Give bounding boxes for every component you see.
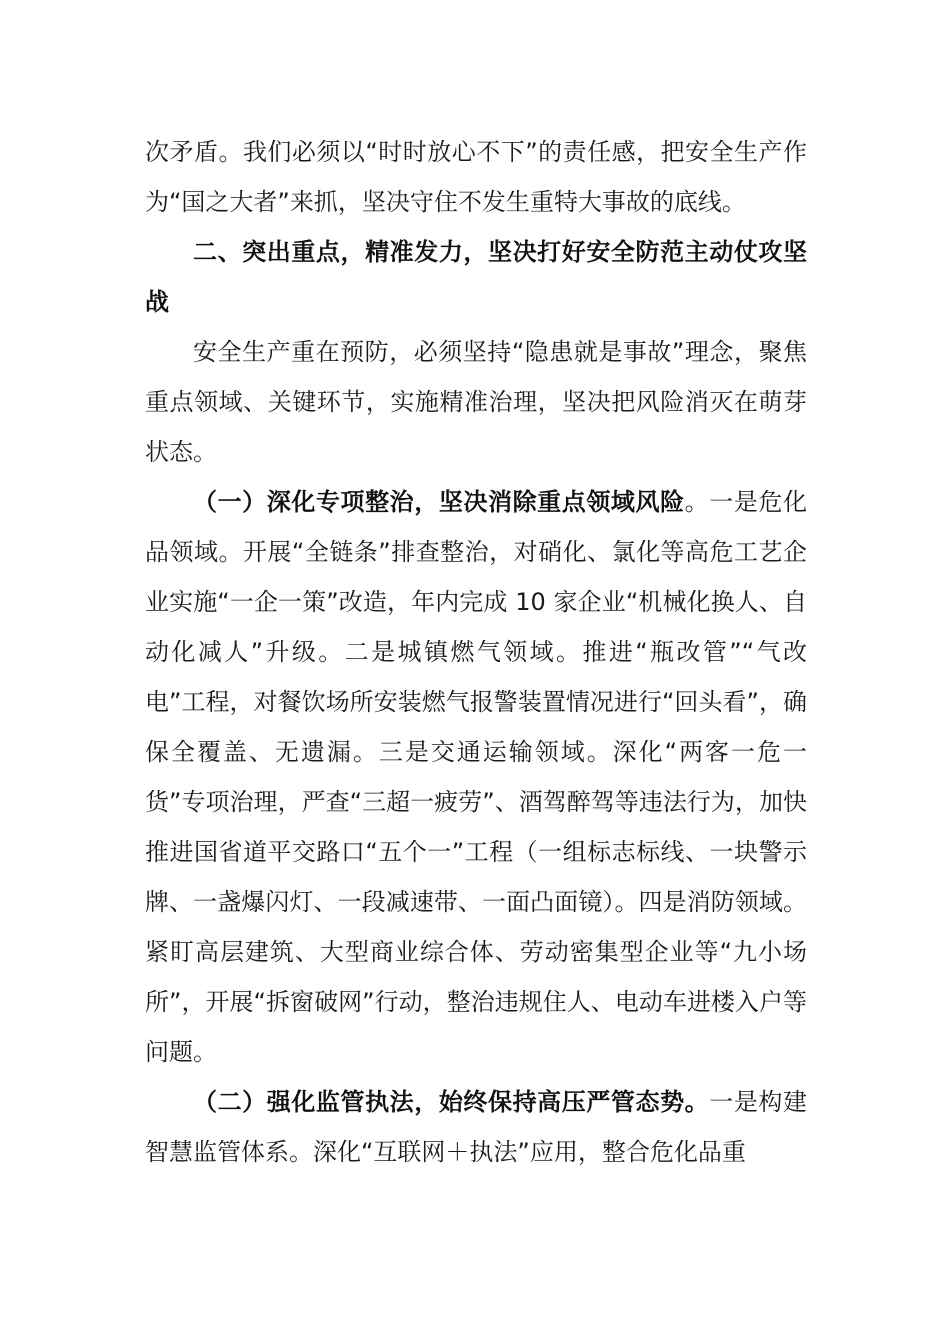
subsection-2-body: 一是构建智慧监管体系。深化“互联网＋执法”应用，整合危化品重 — [145, 1088, 807, 1166]
subsection-1-title: （一）深化专项整治，坚决消除重点领域风险 — [193, 488, 685, 516]
subsection-2-title: （二）强化监管执法，始终保持高压严管态势。 — [193, 1088, 710, 1116]
subsection-1-body: 。一是危化品领域。开展“全链条”排查整治，对硝化、氯化等高危工艺企业实施“一企一策”改造，年内完成 10 家企业“机械化换人、自动化减人”升级。二是城镇燃气领域。推进“瓶改管”“气改电”工程，对餐饮场所安装燃气报警装置情况进行“回头看”，确保全覆盖、无遗漏。三是交通运输领域。深化“两客一危一货”专项治理，严查“三超一疲劳”、酒驾醉驾等违法行为，加快推进国省道平交路口“五个一”工程（一组标志标线、一块警示牌、一盏爆闪灯、一段减速带、一面凸面镜）。四是消防领域。紧盯高层建筑、大型商业综合体、劳动密集型企业等“九小场所”，开展“拆窗破网”行动，整治违规住人、电动车进楼入户等问题。 — [145, 488, 808, 1066]
paragraph-continuation: 次矛盾。我们必须以“时时放心不下”的责任感，把安全生产作为“国之大者”来抓，坚决守住不发生重特大事故的底线。 — [145, 138, 807, 216]
paragraph-subsection-2 — [145, 1077, 807, 1177]
paragraph-subsection-1 — [145, 477, 807, 1077]
document-body — [145, 127, 807, 1177]
paragraph-intro: 安全生产重在预防，必须坚持“隐患就是事故”理念，聚焦重点领域、关键环节，实施精准治理，坚决把风险消灭在萌芽状态。 — [145, 338, 807, 466]
section-heading: 二、突出重点，精准发力，坚决打好安全防范主动仗攻坚战 — [145, 238, 807, 316]
